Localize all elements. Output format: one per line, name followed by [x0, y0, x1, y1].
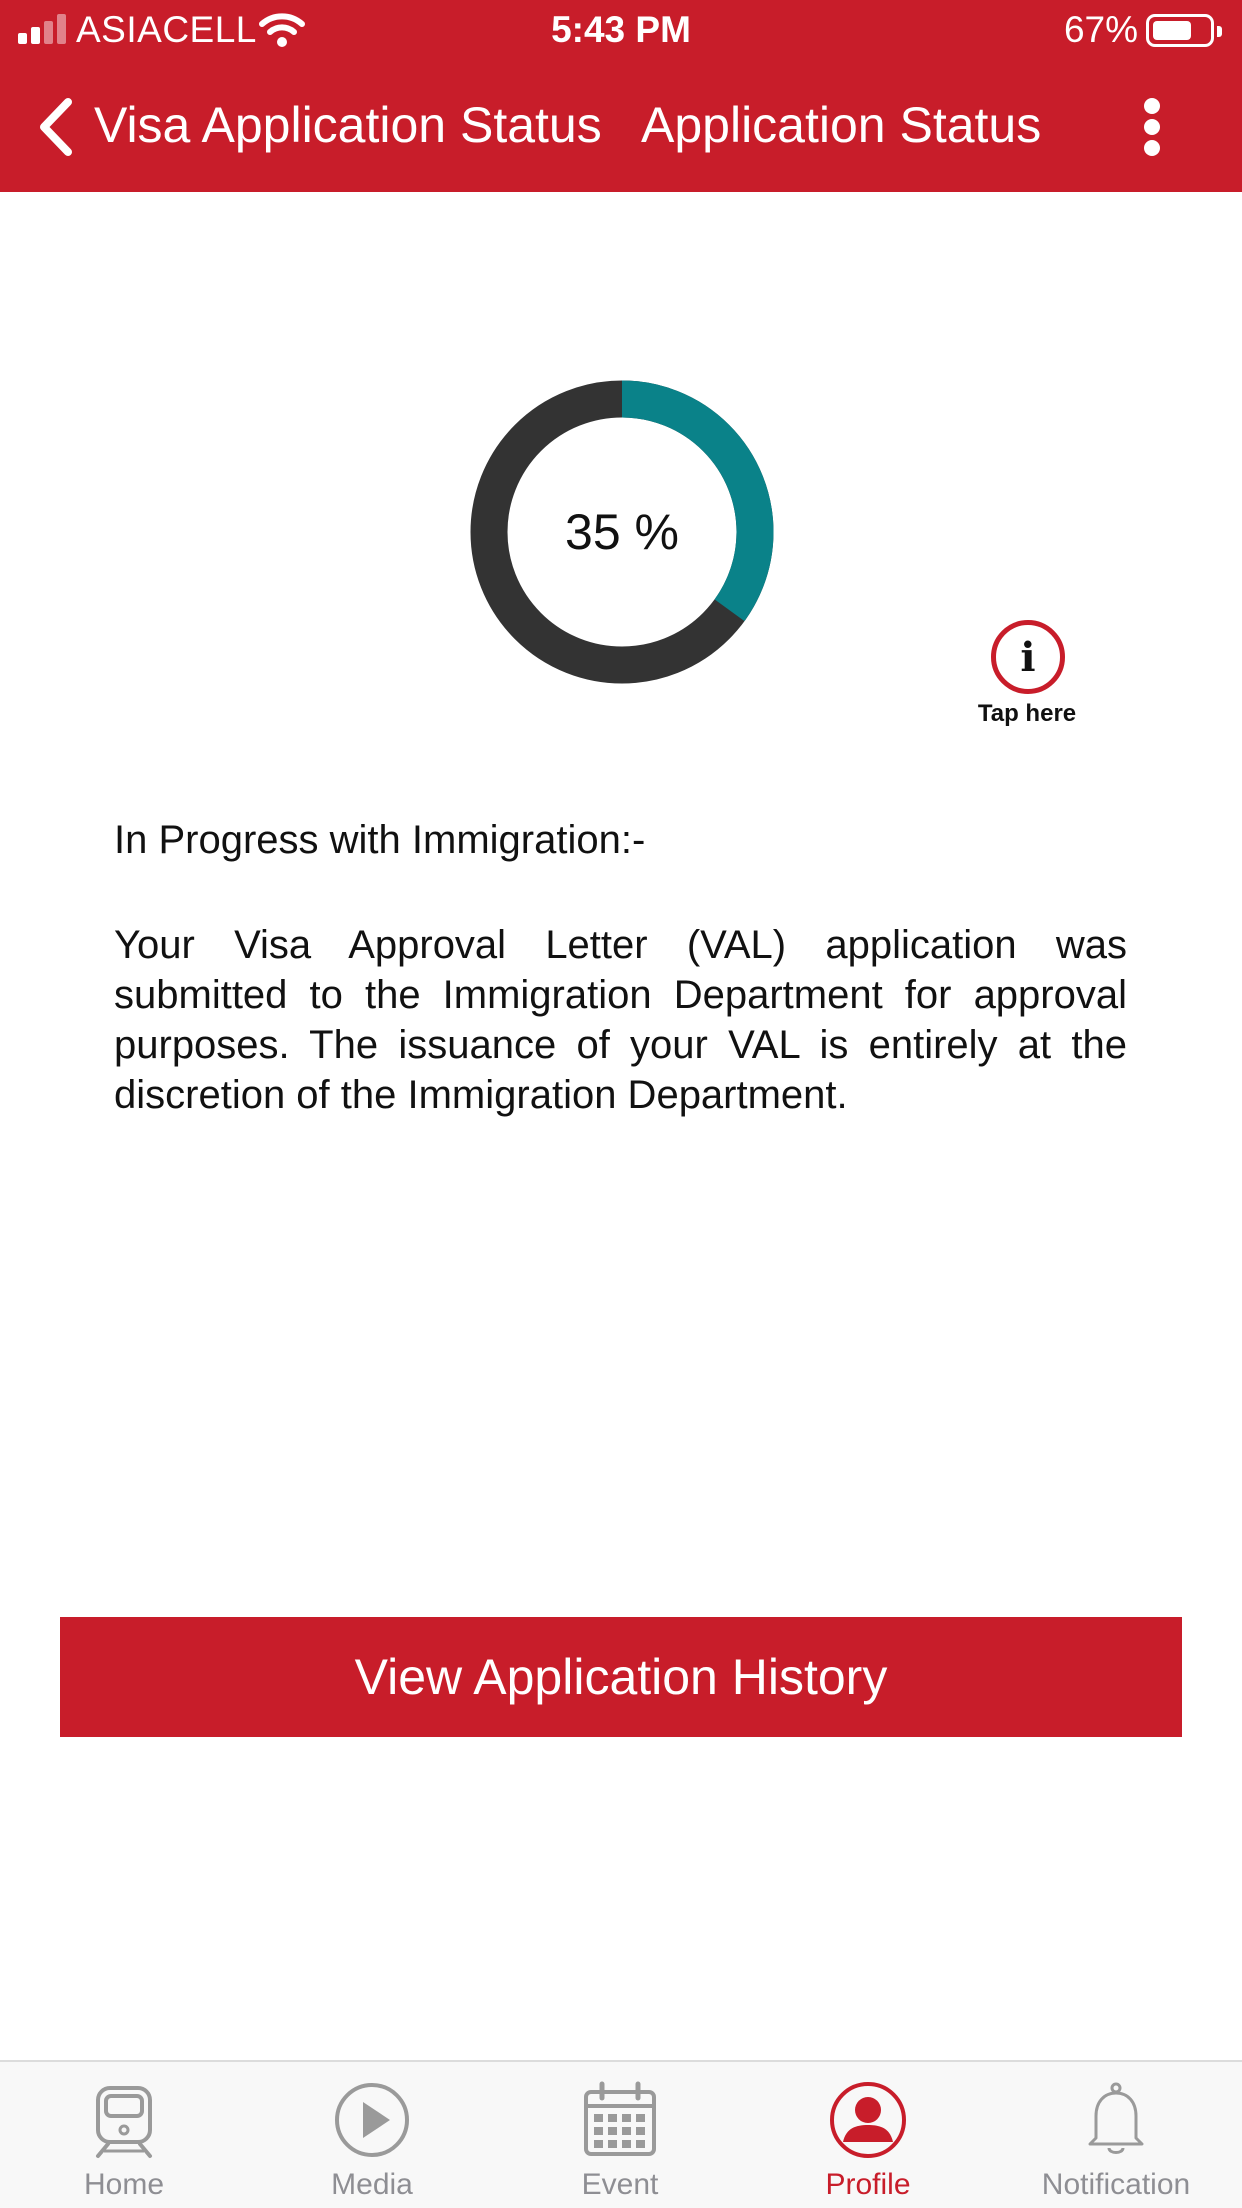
tab-profile[interactable] [744, 2062, 992, 2208]
status-heading: In Progress with Immigration:- [114, 818, 646, 862]
bell-icon [1076, 2080, 1156, 2160]
train-icon [84, 2080, 164, 2160]
tab-media[interactable] [248, 2062, 496, 2208]
tab-home[interactable] [0, 2062, 248, 2208]
progress-ring [470, 380, 774, 684]
calendar-icon [580, 2080, 660, 2160]
view-application-history-button[interactable]: View Application History [60, 1617, 1182, 1737]
progress-percentage: 35 % [565, 504, 679, 560]
tab-label: Profile [825, 2168, 911, 2201]
battery-icon [1146, 14, 1214, 47]
more-menu-button[interactable] [1136, 92, 1170, 162]
profile-icon [828, 2080, 908, 2160]
info-icon: i [991, 620, 1065, 694]
app-header [0, 0, 1242, 192]
carrier-name: ASIACELL [76, 9, 257, 50]
tab-label: Home [83, 2168, 165, 2201]
tab-label: Notification [1041, 2168, 1191, 2201]
tab-label: Event [581, 2168, 659, 2201]
play-icon [332, 2080, 412, 2160]
tab-label: Media [331, 2168, 413, 2201]
tab-event[interactable] [496, 2062, 744, 2208]
navigation-bar [0, 62, 1242, 192]
chevron-left-icon [28, 92, 88, 162]
status-time: 5:43 PM [551, 9, 691, 50]
info-tap-button[interactable] [962, 620, 1092, 730]
status-bar [0, 0, 1242, 62]
battery-percent: 67% [1063, 9, 1138, 50]
page-subtitle: Application Status [641, 97, 1042, 153]
status-description: Your Visa Approval Letter (VAL) application was submitted to the Immigration Department for approval purposes. The issuance of your VAL is entirely at the discretion of the Immigration Department. [114, 923, 1127, 1117]
tab-bar [0, 2060, 1242, 2208]
back-button[interactable] [28, 92, 88, 162]
tab-notification[interactable] [992, 2062, 1240, 2208]
page-title: Visa Application Status [94, 97, 602, 153]
info-tap-label: Tap here [977, 700, 1077, 727]
